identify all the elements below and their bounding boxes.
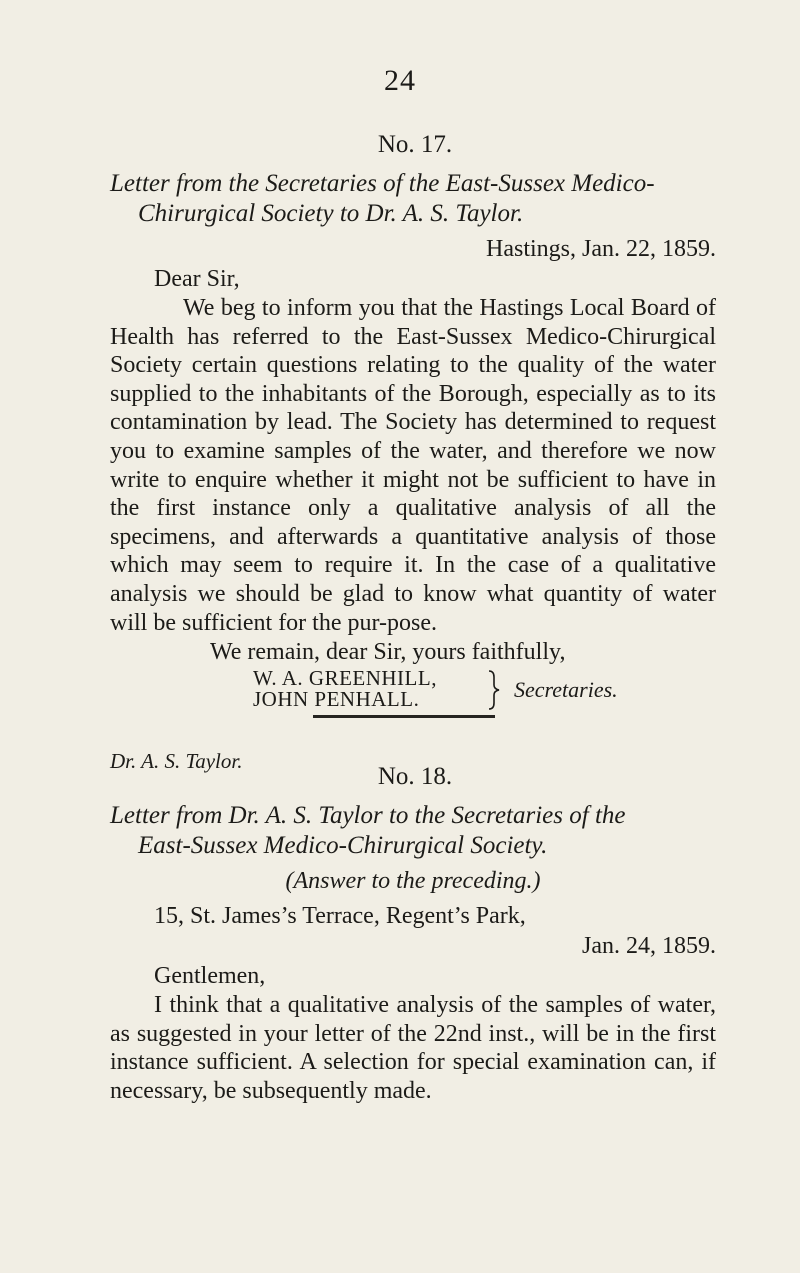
signatory-name: W. A. GREENHILL, <box>253 666 437 691</box>
letter-salutation: Dear Sir, <box>154 266 240 292</box>
signatory-names <box>253 668 437 710</box>
letter-heading: No. 18. <box>377 763 453 790</box>
signatory-name: JOHN PENHALL. <box>253 687 420 712</box>
letter-dateline: Jan. 24, 1859. <box>582 933 716 959</box>
letter-body: We beg to inform you that the Hastings Local Board of Health has referred to the East-Sussex Medico-Chirurgical Society certain questions relating to the quality of the water supplied to the inhabitants of the Borough, especially as to its contamination by lead. The Society has determined to request you to examine samples of the water, and therefore we now write to enquire whether it might not be sufficient to have in the first instance only a qualitative analysis of all the specimens, and afterwards a quantitative analysis of those which may seem to require it. In the case of a qualitative analysis we should be glad to know what quantity of water will be sufficient for the pur-pose. <box>110 295 716 636</box>
letter-title-line-1: Letter from the Secretaries of the East-Sussex Medico- <box>110 170 655 197</box>
letter-title <box>110 169 716 229</box>
letter-heading: No. 17. <box>377 131 453 158</box>
letter-subtitle: (Answer to the preceding.) <box>285 868 541 894</box>
letter-closing: We remain, dear Sir, yours faithfully, <box>210 639 566 666</box>
signatory-role: Secretaries. <box>514 677 618 703</box>
section-divider <box>313 715 495 718</box>
letter-address: 15, St. James’s Terrace, Regent’s Park, <box>154 903 526 929</box>
letter-body: I think that a qualitative analysis of the samples of water, as suggested in your letter of the 22nd inst., will be in the first instance sufficient. A selection for special examination can, if necessary, be subsequently made. <box>110 992 716 1104</box>
letter-title-line-1: Letter from Dr. A. S. Taylor to the Secretaries of the <box>110 802 626 829</box>
letter-title-line-2: Chirurgical Society to Dr. A. S. Taylor. <box>138 200 524 227</box>
letter-addressee: Dr. A. S. Taylor. <box>110 749 243 774</box>
letter-title <box>110 801 716 861</box>
page-number: 24 <box>384 64 416 97</box>
right-brace-icon <box>485 669 509 711</box>
letter-no-18 <box>110 762 716 1105</box>
letter-salutation: Gentlemen, <box>154 963 266 989</box>
letter-no-17 <box>110 130 716 774</box>
letter-dateline: Hastings, Jan. 22, 1859. <box>486 236 716 262</box>
letter-title-line-2: East-Sussex Medico-Chirurgical Society. <box>138 832 548 859</box>
signature-block <box>110 668 716 728</box>
